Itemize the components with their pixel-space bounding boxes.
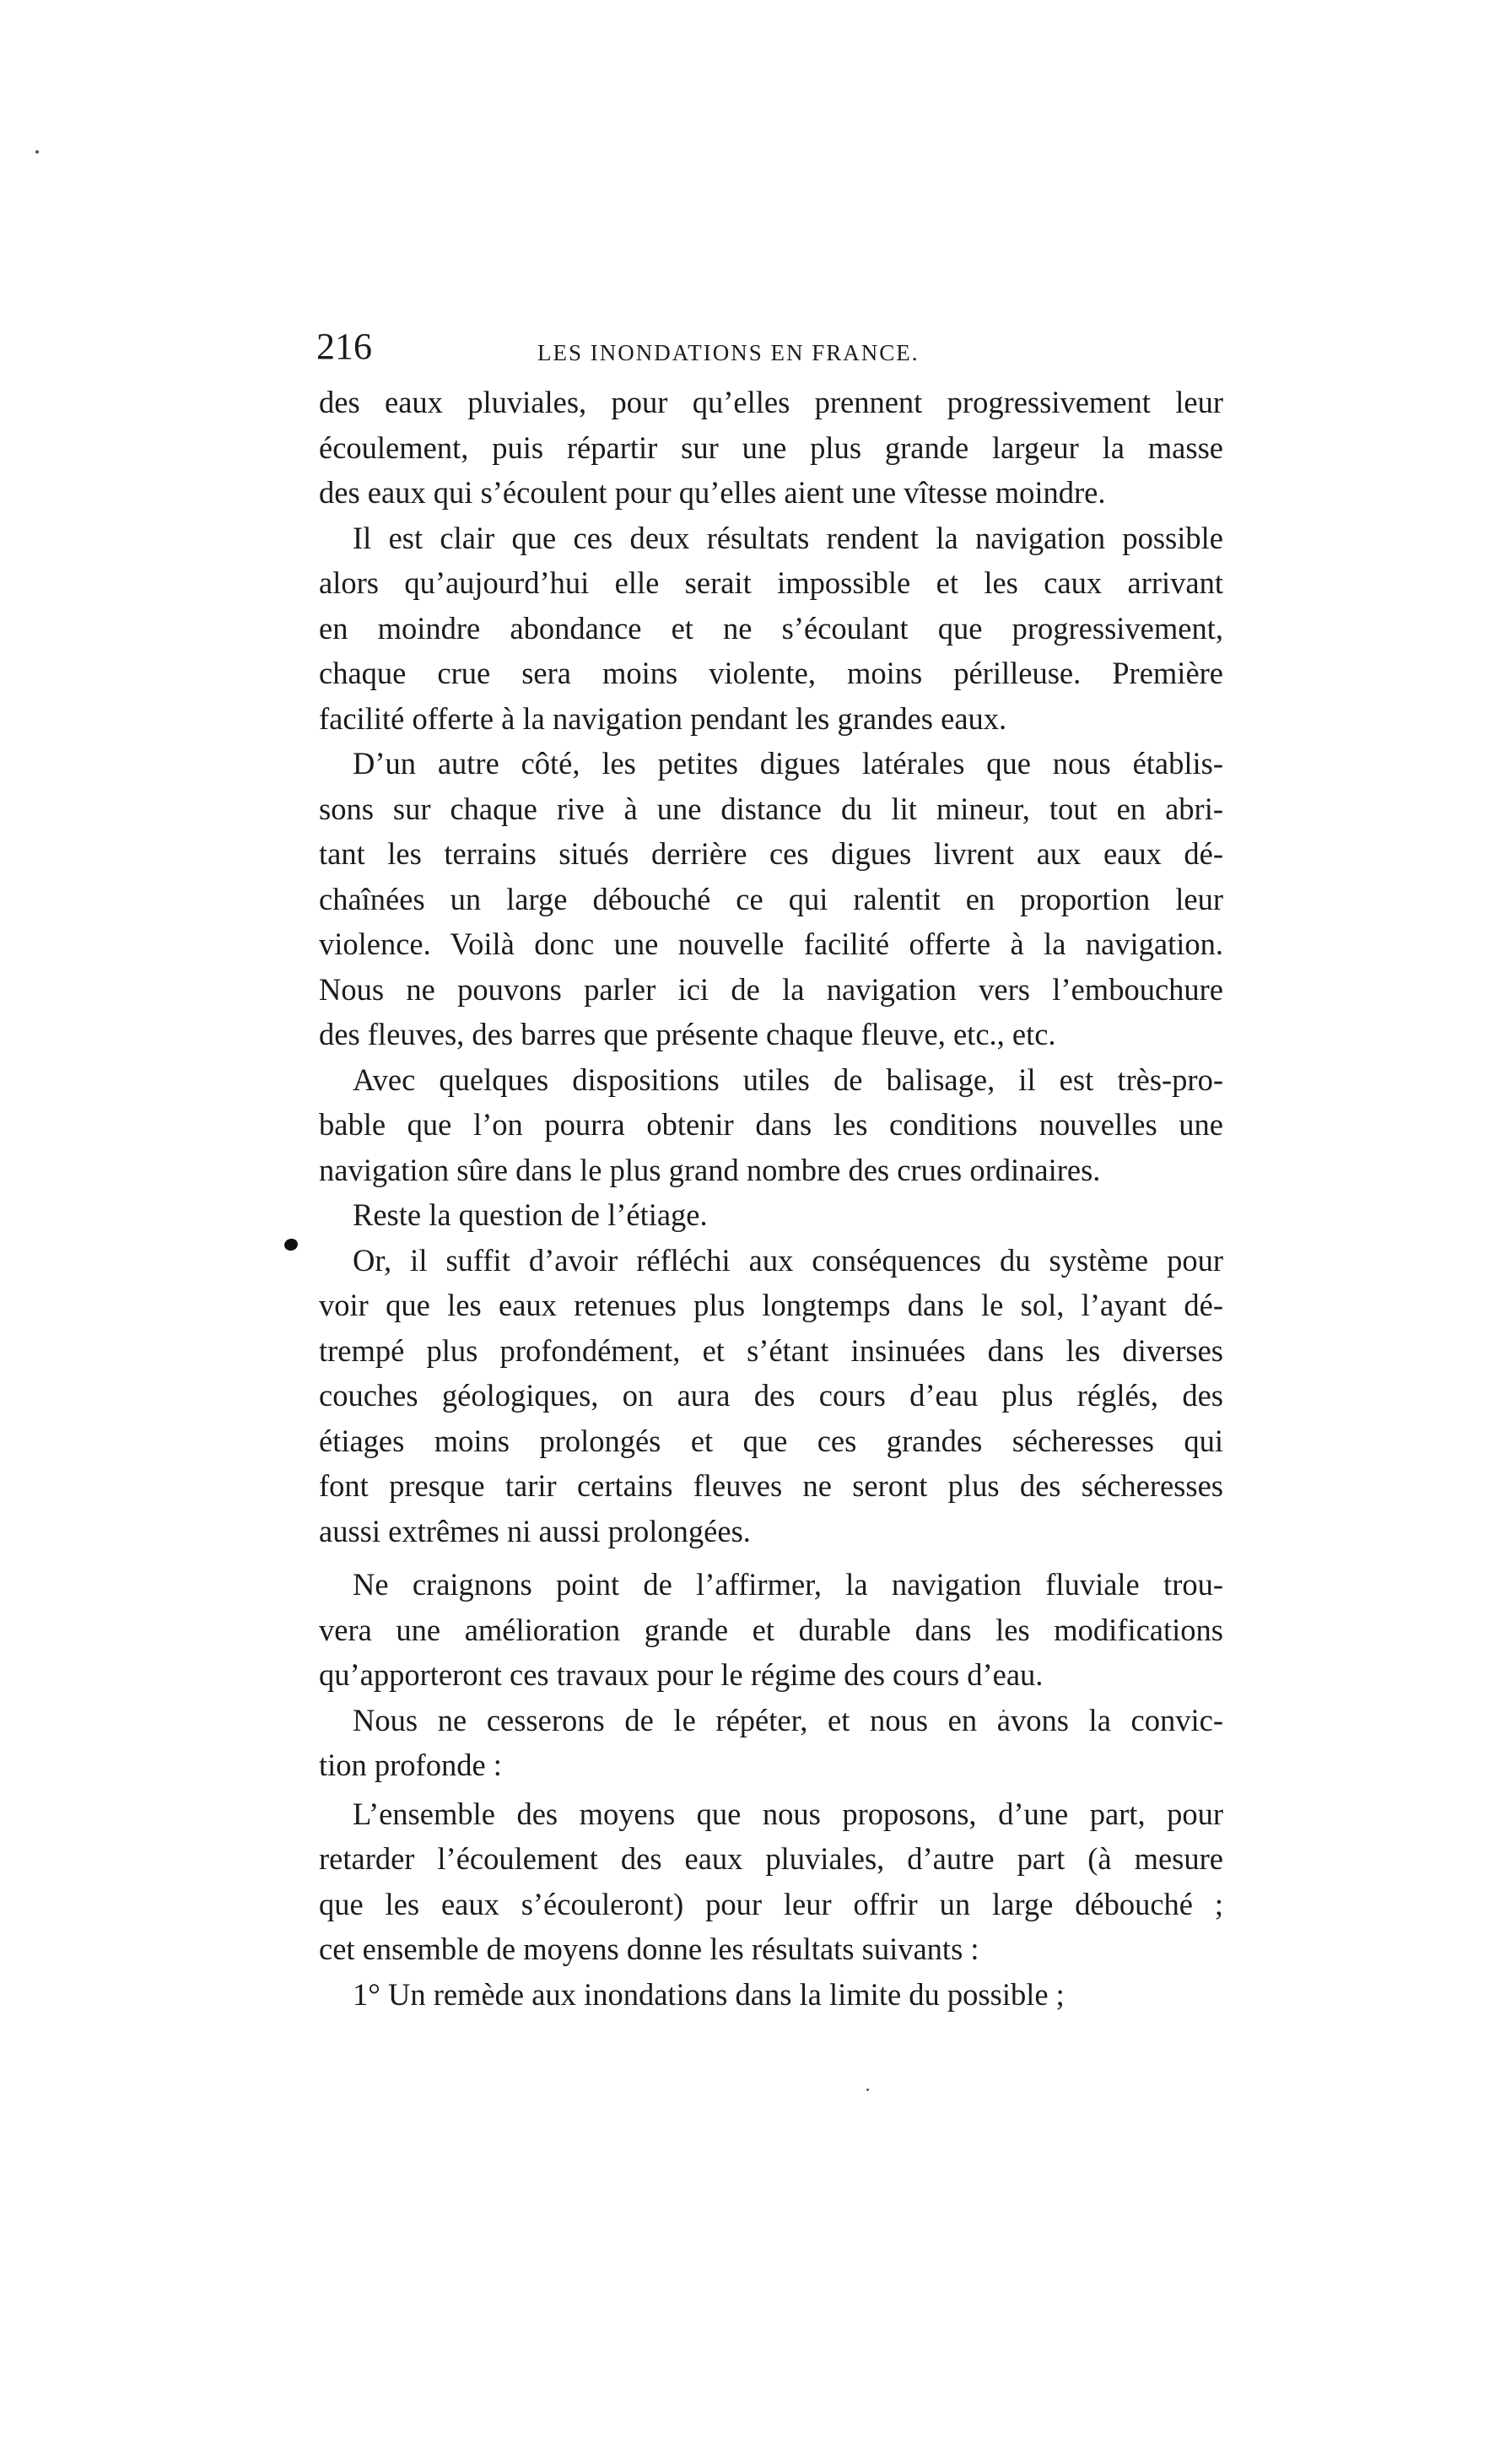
body-text — [319, 380, 1223, 2017]
text-line: couches géologiques, on aura des cours d’eau plus réglés, des — [319, 1378, 1223, 1413]
paragraph — [319, 1972, 1223, 2018]
ink-blot-mark — [283, 1237, 299, 1252]
text-line: bable que l’on pourra obtenir dans les conditions nouvelles une — [319, 1107, 1223, 1142]
text-line: L’ensemble des moyens que nous proposons, d’une part, pour — [353, 1796, 1223, 1831]
text-line: vera une amélioration grande et durable dans les modifications — [319, 1612, 1223, 1647]
text-line: Nous ne cesserons de le répéter, et nous en avons la convic- — [353, 1702, 1223, 1737]
text-line: alors qu’aujourd’hui elle serait impossible et les caux arrivant — [319, 565, 1223, 600]
speck — [35, 150, 39, 154]
paragraph — [319, 1238, 1223, 1554]
text-line: tant les terrains situés derrière ces digues livrent aux eaux dé- — [319, 836, 1223, 871]
text-line: Or, il suffit d’avoir réfléchi aux conséquences du système pour — [353, 1242, 1223, 1278]
running-title: LES INONDATIONS EN FRANCE. — [537, 340, 920, 365]
speck — [866, 2088, 869, 2091]
text-line: tion profonde : — [319, 1748, 502, 1782]
paragraph — [319, 1562, 1223, 1698]
text-line: chaque crue sera moins violente, moins périlleuse. Première — [319, 656, 1223, 690]
text-line: violence. Voilà donc une nouvelle facilité offerte à la navigation. — [319, 927, 1223, 961]
text-line: des eaux qui s’écoulent pour qu’elles aient une vîtesse moindre. — [319, 475, 1106, 510]
text-line: voir que les eaux retenues plus longtemps dans le sol, l’ayant dé- — [319, 1288, 1223, 1322]
text-line: facilité offerte à la navigation pendant les grandes eaux. — [319, 700, 1007, 736]
paragraph — [319, 1698, 1223, 1788]
text-line: chaînées un large débouché ce qui ralentit en proportion leur — [319, 881, 1223, 916]
text-line: écoulement, puis répartir sur une plus grande largeur la masse — [319, 430, 1223, 465]
paragraph — [319, 1192, 1223, 1238]
text-line: sons sur chaque rive à une distance du lit mineur, tout en abri- — [319, 791, 1223, 826]
page-header — [316, 325, 1227, 376]
text-line: D’un autre côté, les petites digues latérales que nous établis- — [353, 746, 1223, 781]
text-line: en moindre abondance et ne s’écoulant que progressivement, — [319, 610, 1223, 646]
text-line: des eaux pluviales, pour qu’elles prennent progressivement leur — [319, 385, 1223, 419]
paragraph — [319, 741, 1223, 1057]
text-line: trempé plus profondément, et s’étant insinuées dans les diverses — [319, 1332, 1223, 1368]
page-number: 216 — [316, 326, 372, 367]
text-line: qu’apporteront ces travaux pour le régime des cours d’eau. — [319, 1657, 1044, 1692]
text-line: Ne craignons point de l’affirmer, la navigation fluviale trou- — [353, 1567, 1223, 1602]
text-line: que les eaux s’écouleront) pour leur offrir un large débouché ; — [319, 1886, 1223, 1921]
text-line: aussi extrêmes ni aussi prolongées. — [319, 1513, 751, 1548]
text-line: des fleuves, des barres que présente chaque fleuve, etc., etc. — [319, 1017, 1056, 1051]
text-line: 1° Un remède aux inondations dans la limite du possible ; — [353, 1976, 1065, 2012]
text-line: cet ensemble de moyens donne les résultats suivants : — [319, 1932, 979, 1966]
paragraph — [319, 1791, 1223, 1972]
text-line: étiages moins prolongés et que ces grandes sécheresses qui — [319, 1423, 1223, 1458]
text-line: navigation sûre dans le plus grand nombre des crues ordinaires. — [319, 1152, 1101, 1187]
text-line: Avec quelques dispositions utiles de balisage, il est très-pro- — [353, 1062, 1223, 1097]
paragraph — [319, 380, 1223, 516]
paragraph — [319, 516, 1223, 742]
text-line: font presque tarir certains fleuves ne seront plus des sécheresses — [319, 1468, 1223, 1503]
text-line: retarder l’écoulement des eaux pluviales, d’autre part (à mesure — [319, 1841, 1223, 1876]
paragraph — [319, 1057, 1223, 1193]
text-line: Il est clair que ces deux résultats rendent la navigation possible — [353, 520, 1223, 555]
text-line: Reste la question de l’étiage. — [353, 1197, 708, 1232]
text-line: Nous ne pouvons parler ici de la navigation vers l’embouchure — [319, 971, 1223, 1007]
